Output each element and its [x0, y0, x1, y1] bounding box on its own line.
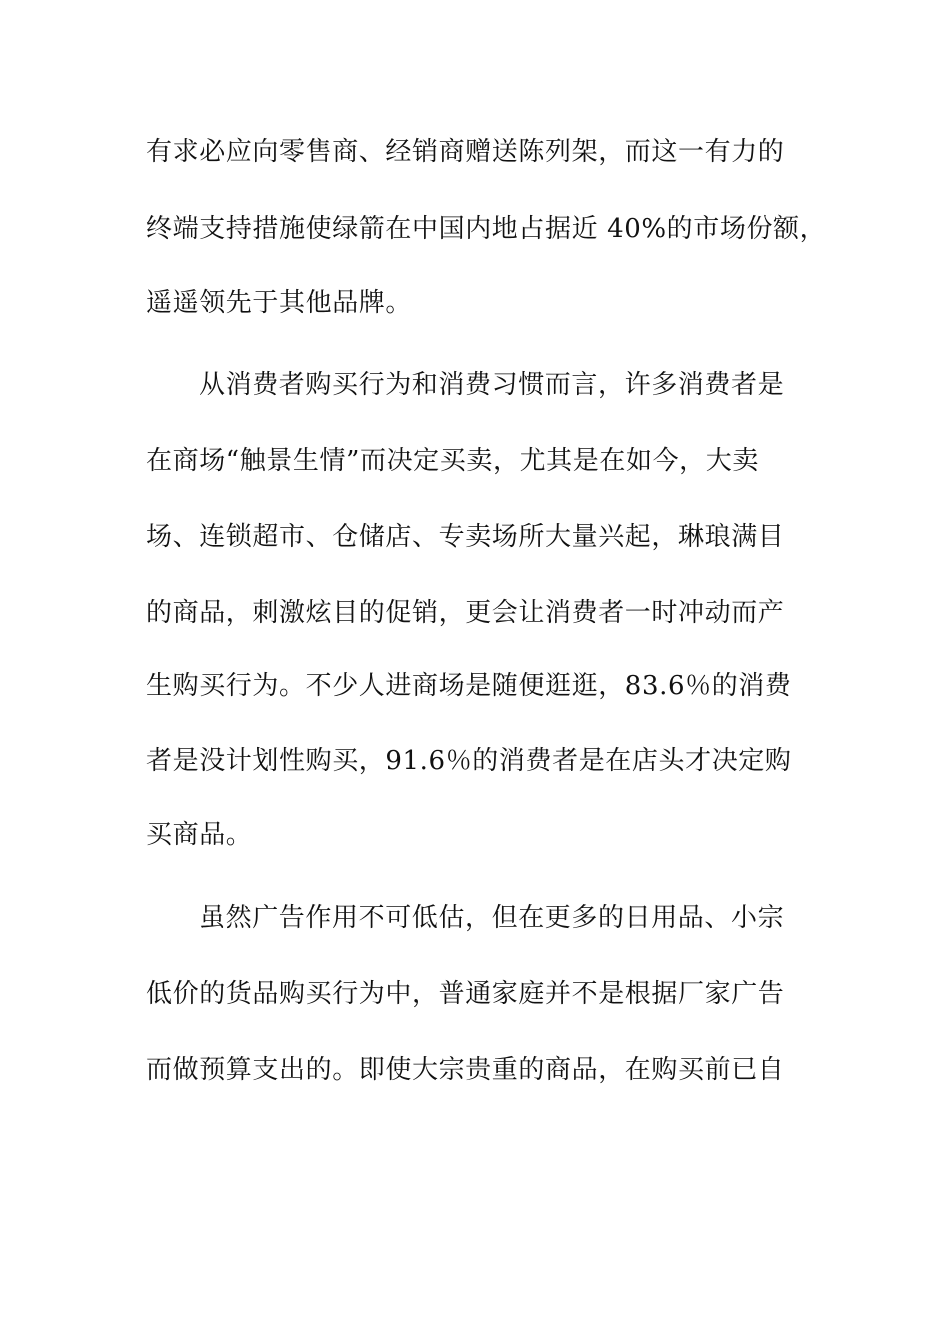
text-line: 买商品。	[146, 820, 253, 850]
text-line: 在商场“触景生情”而决定买卖，尤其是在如今，大卖	[146, 446, 759, 476]
text-line: 场、连锁超市、仓储店、专卖场所大量兴起，琳琅满目	[146, 522, 785, 552]
text-line: 低价的货品购买行为中，普通家庭并不是根据厂家广告	[146, 979, 785, 1009]
text-line: 的商品，刺激炫目的促销，更会让消费者一时冲动而产	[146, 598, 785, 628]
text-line: 有求必应向零售商、经销商赠送陈列架，而这一有力的	[146, 137, 785, 167]
text-line: 遥遥领先于其他品牌。	[146, 288, 413, 318]
text-line: 而做预算支出的。即使大宗贵重的商品，在购买前已自	[146, 1055, 785, 1085]
text-line: 生购买行为。不少人进商场是随便逛逛，83.6％的消费	[146, 671, 792, 701]
paragraph-first-line: 虽然广告作用不可低估，但在更多的日用品、小宗	[199, 903, 785, 933]
paragraph-first-line: 从消费者购买行为和消费习惯而言，许多消费者是	[199, 370, 785, 400]
text-line: 者是没计划性购买，91.6％的消费者是在店头才决定购	[146, 746, 792, 776]
text-line: 终端支持措施使绿箭在中国内地占据近 40%的市场份额，	[146, 214, 827, 244]
